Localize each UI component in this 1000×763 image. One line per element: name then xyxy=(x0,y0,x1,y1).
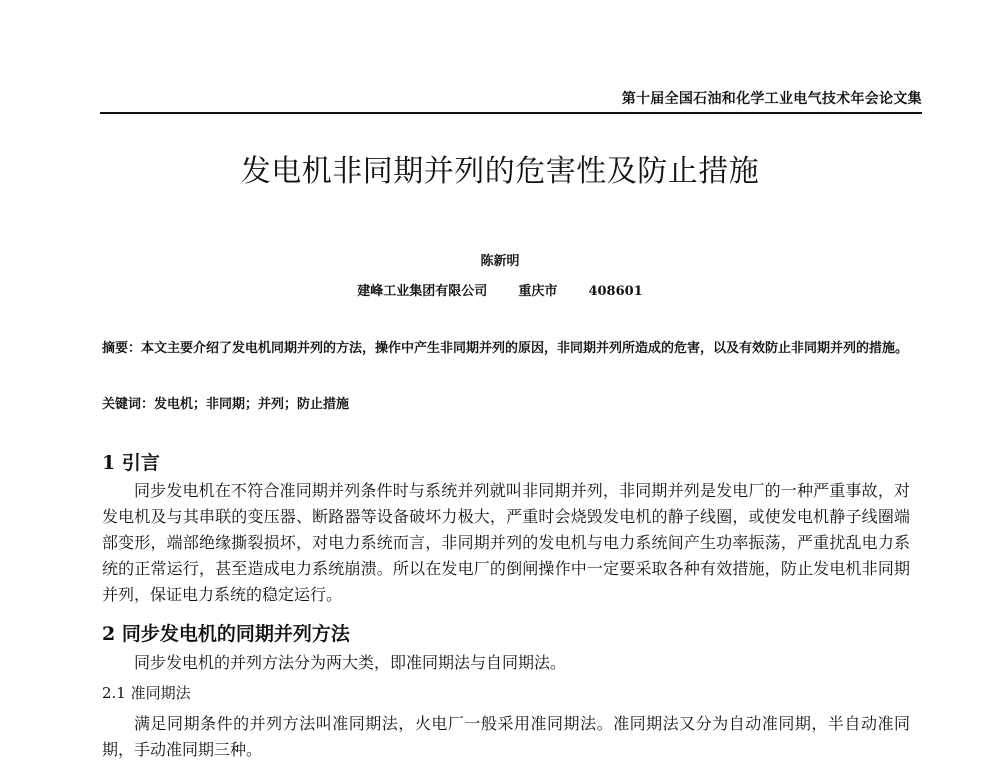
section-paragraph-introduction: 同步发电机在不符合准同期并列条件时与系统并列就叫非同期并列，非同期并列是发电厂的一种严重事故，对发电机及与其串联的变压器、断路器等设备破坏力极大，严重时会烧毁发电机的静子线圈，或使发电机静子线圈端部变形，端部绝缘撕裂损坏，对电力系统而言，非同期并列的发电机与电力系统间产生功率振荡，严重扰乱电力系统的正常运行，甚至造成电力系统崩溃。所以在发电厂的倒闸操作中一定要采取各种有效措施，防止发电机非同期并列，保证电力系统的稳定运行。 xyxy=(102,481,910,604)
section-heading-sync-methods: 2 同步发电机的同期并列方法 xyxy=(102,623,350,645)
author-name: 陈新明 xyxy=(480,254,520,269)
subsection-heading-quasi-sync: 2.1 准同期法 xyxy=(102,684,191,702)
affiliation-postcode: 408601 xyxy=(588,284,643,299)
paper-title: 发电机非同期并列的危害性及防止措施 xyxy=(240,154,760,189)
affiliation-line xyxy=(0,280,1000,299)
running-header-text: 第十届全国石油和化学工业电气技术年会论文集 xyxy=(621,91,922,107)
affiliation-institution: 建峰工业集团有限公司 xyxy=(357,284,488,299)
section-paragraph-sync-methods: 同步发电机的并列方法分为两大类，即准同期法与自同期法。 xyxy=(134,653,567,672)
section-heading-introduction: 1 引言 xyxy=(102,452,160,474)
keywords: 关键词：发电机；非同期；并列；防止措施 xyxy=(102,397,350,412)
abstract: 摘要：本文主要介绍了发电机同期并列的方法，操作中产生非同期并列的原因，非同期并列所造成的危害，以及有效防止非同期并列的措施。 xyxy=(102,341,909,356)
running-header xyxy=(100,88,922,114)
affiliation-city: 重庆市 xyxy=(518,284,558,299)
subsection-paragraph-quasi-sync: 满足同期条件的并列方法叫准同期法，火电厂一般采用准同期法。准同期法又分为自动准同期，半自动准同期，手动准同期三种。 xyxy=(102,714,910,759)
